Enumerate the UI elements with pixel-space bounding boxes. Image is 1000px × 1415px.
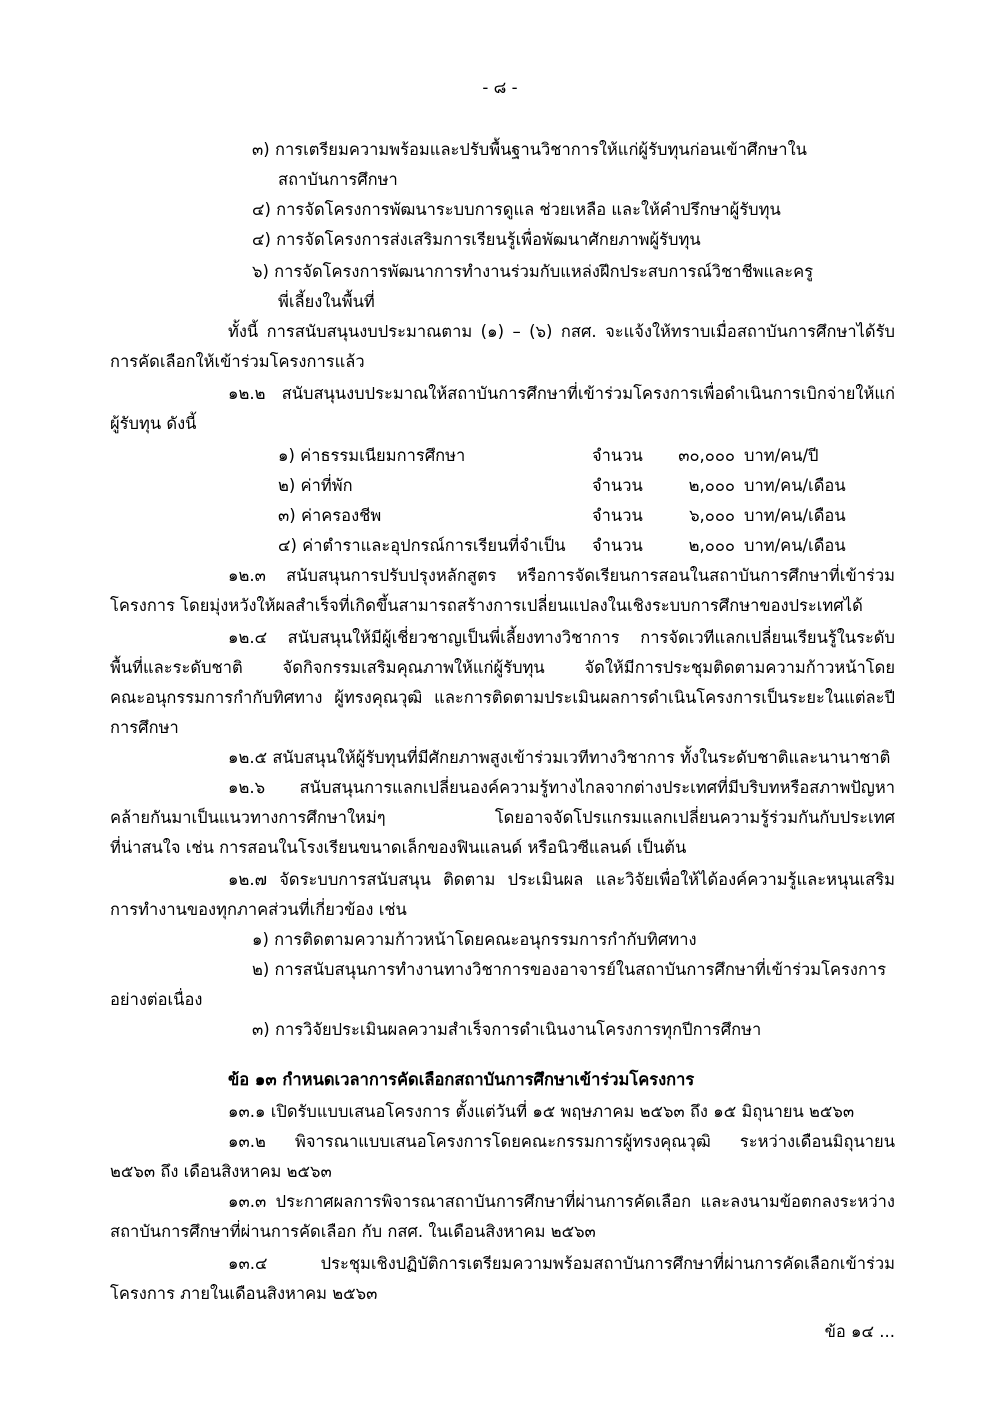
- section-12-4-line4: การศึกษา: [110, 718, 179, 737]
- fee-label: ๑) ค่าธรรมเนียมการศึกษา: [278, 446, 466, 465]
- budget-note-cont: การคัดเลือกให้เข้าร่วมโครงการแล้ว: [110, 352, 365, 371]
- section-13-4-cont: โครงการ ภายในเดือนสิงหาคม ๒๕๖๓: [110, 1284, 378, 1303]
- section-13-2: ๑๓.๒ พิจารณาแบบเสนอโครงการโดยคณะกรรมการผู้ทรงคุณวุฒิ ระหว่างเดือนมิถุนายน: [228, 1132, 895, 1151]
- section-12-6-line3: ที่น่าสนใจ เช่น การสอนในโรงเรียนขนาดเล็กของฟินแลนด์ หรือนิวซีแลนด์ เป็นต้น: [110, 838, 687, 857]
- section-12-7-item-2: ๒) การสนับสนุนการทำงานทางวิชาการของอาจารย์ในสถาบันการศึกษาที่เข้าร่วมโครงการ: [252, 960, 887, 979]
- section-12-7-cont: การทำงานของทุกภาคส่วนที่เกี่ยวข้อง เช่น: [110, 900, 407, 919]
- list-item-preparation-cont: สถาบันการศึกษา: [278, 170, 398, 189]
- section-13-1: ๑๓.๑ เปิดรับแบบเสนอโครงการ ตั้งแต่วันที่ ๑๕ พฤษภาคม ๒๕๖๓ ถึง ๑๕ มิถุนายน ๒๕๖๓: [228, 1102, 855, 1121]
- fee-unit: จำนวน: [592, 446, 643, 465]
- section-12-7-item-1: ๑) การติดตามความก้าวหน้าโดยคณะอนุกรรมการกำกับทิศทาง: [252, 930, 697, 949]
- budget-note-paragraph: ทั้งนี้ การสนับสนุนงบประมาณตาม (๑) – (๖) กสศ. จะแจ้งให้ทราบเมื่อสถาบันการศึกษาได้รับ: [228, 322, 895, 341]
- fee-unit: จำนวน: [592, 536, 643, 555]
- section-12-7-item-2-cont: อย่างต่อเนื่อง: [110, 990, 203, 1009]
- fee-amount: ๖,๐๐๐: [689, 506, 735, 525]
- section-12-6: ๑๒.๖ สนับสนุนการแลกเปลี่ยนองค์ความรู้ทางไกลจากต่างประเทศที่มีบริบทหรือสภาพปัญหา: [228, 778, 895, 797]
- section-12-2: ๑๒.๒ สนับสนุนงบประมาณให้สถาบันการศึกษาที่เข้าร่วมโครงการเพื่อดำเนินการเบิกจ่ายให้แก่: [228, 384, 895, 403]
- fee-label: ๓) ค่าครองชีพ: [278, 506, 382, 525]
- section-13-3: ๑๓.๓ ประกาศผลการพิจารณาสถาบันการศึกษาที่ผ่านการคัดเลือก และลงนามข้อตกลงระหว่าง: [228, 1192, 895, 1211]
- section-13-heading: ข้อ ๑๓ กำหนดเวลาการคัดเลือกสถาบันการศึกษาเข้าร่วมโครงการ: [228, 1070, 695, 1089]
- list-item-workplace-cooperation-cont: พี่เลี้ยงในพื้นที่: [278, 292, 375, 311]
- fee-unit: จำนวน: [592, 476, 643, 495]
- fee-amount: ๒,๐๐๐: [688, 536, 735, 555]
- list-item-workplace-cooperation: ๖) การจัดโครงการพัฒนาการทำงานร่วมกับแหล่งฝึกประสบการณ์วิชาชีพและครู: [252, 262, 814, 281]
- fee-rate: บาท/คน/ปี: [744, 446, 819, 465]
- footer-continuation: ข้อ ๑๔ ...: [824, 1322, 895, 1341]
- fee-rate: บาท/คน/เดือน: [744, 506, 846, 525]
- list-item-care-system: ๔) การจัดโครงการพัฒนาระบบการดูแล ช่วยเหลือ และให้คำปรึกษาผู้รับทุน: [252, 200, 781, 219]
- section-12-4: ๑๒.๔ สนับสนุนให้มีผู้เชี่ยวชาญเป็นพี่เลี้ยงทางวิชาการ การจัดเวทีแลกเปลี่ยนเรียนรู้ในระดับ: [228, 628, 895, 647]
- section-13-3-cont: สถาบันการศึกษาที่ผ่านการคัดเลือก กับ กสศ. ในเดือนสิงหาคม ๒๕๖๓: [110, 1222, 596, 1241]
- section-13-4: ๑๓.๔ ประชุมเชิงปฏิบัติการเตรียมความพร้อมสถาบันการศึกษาที่ผ่านการคัดเลือกเข้าร่วม: [228, 1254, 895, 1273]
- fee-rate: บาท/คน/เดือน: [744, 476, 846, 495]
- section-12-7-item-3: ๓) การวิจัยประเมินผลความสำเร็จการดำเนินงานโครงการทุกปีการศึกษา: [252, 1020, 762, 1039]
- fee-label: ๔) ค่าตำราและอุปกรณ์การเรียนที่จำเป็น: [278, 536, 566, 555]
- section-12-3-cont: โครงการ โดยมุ่งหวังให้ผลสำเร็จที่เกิดขึ้นสามารถสร้างการเปลี่ยนแปลงในเชิงระบบการศึกษาของประเทศได้: [110, 596, 863, 615]
- section-12-6-line2: คล้ายกันมาเป็นแนวทางการศึกษาใหม่ๆ โดยอาจจัดโปรแกรมแลกเปลี่ยนความรู้ร่วมกันกับประเทศ: [110, 808, 895, 827]
- fee-amount: ๓๐,๐๐๐: [678, 446, 735, 465]
- list-item-preparation: ๓) การเตรียมความพร้อมและปรับพื้นฐานวิชาการให้แก่ผู้รับทุนก่อนเข้าศึกษาใน: [252, 140, 807, 159]
- section-13-2-cont: ๒๕๖๓ ถึง เดือนสิงหาคม ๒๕๖๓: [110, 1162, 332, 1181]
- section-12-2-cont: ผู้รับทุน ดังนี้: [110, 414, 197, 433]
- section-12-7: ๑๒.๗ จัดระบบการสนับสนุน ติดตาม ประเมินผล และวิจัยเพื่อให้ได้องค์ความรู้และหนุนเสริม: [228, 870, 895, 889]
- section-12-5: ๑๒.๕ สนับสนุนให้ผู้รับทุนที่มีศักยภาพสูงเข้าร่วมเวทีทางวิชาการ ทั้งในระดับชาติและนานาชาติ: [228, 748, 891, 767]
- page-number: - ๘ -: [482, 78, 518, 97]
- fee-rate: บาท/คน/เดือน: [744, 536, 846, 555]
- fee-unit: จำนวน: [592, 506, 643, 525]
- section-12-4-line2: พื้นที่และระดับชาติ จัดกิจกรรมเสริมคุณภาพให้แก่ผู้รับทุน จัดให้มีการประชุมติดตามความก้าวหน้าโดย: [110, 658, 895, 677]
- section-12-4-line3: คณะอนุกรรมการกำกับทิศทาง ผู้ทรงคุณวุฒิ และการติดตามประเมินผลการดำเนินโครงการเป็นระยะในแต่ละปี: [110, 688, 895, 707]
- fee-label: ๒) ค่าที่พัก: [278, 476, 353, 495]
- fee-amount: ๒,๐๐๐: [688, 476, 735, 495]
- section-12-3: ๑๒.๓ สนับสนุนการปรับปรุงหลักสูตร หรือการจัดเรียนการสอนในสถาบันการศึกษาที่เข้าร่วม: [228, 566, 895, 585]
- list-item-learning-promotion: ๔) การจัดโครงการส่งเสริมการเรียนรู้เพื่อพัฒนาศักยภาพผู้รับทุน: [252, 230, 701, 249]
